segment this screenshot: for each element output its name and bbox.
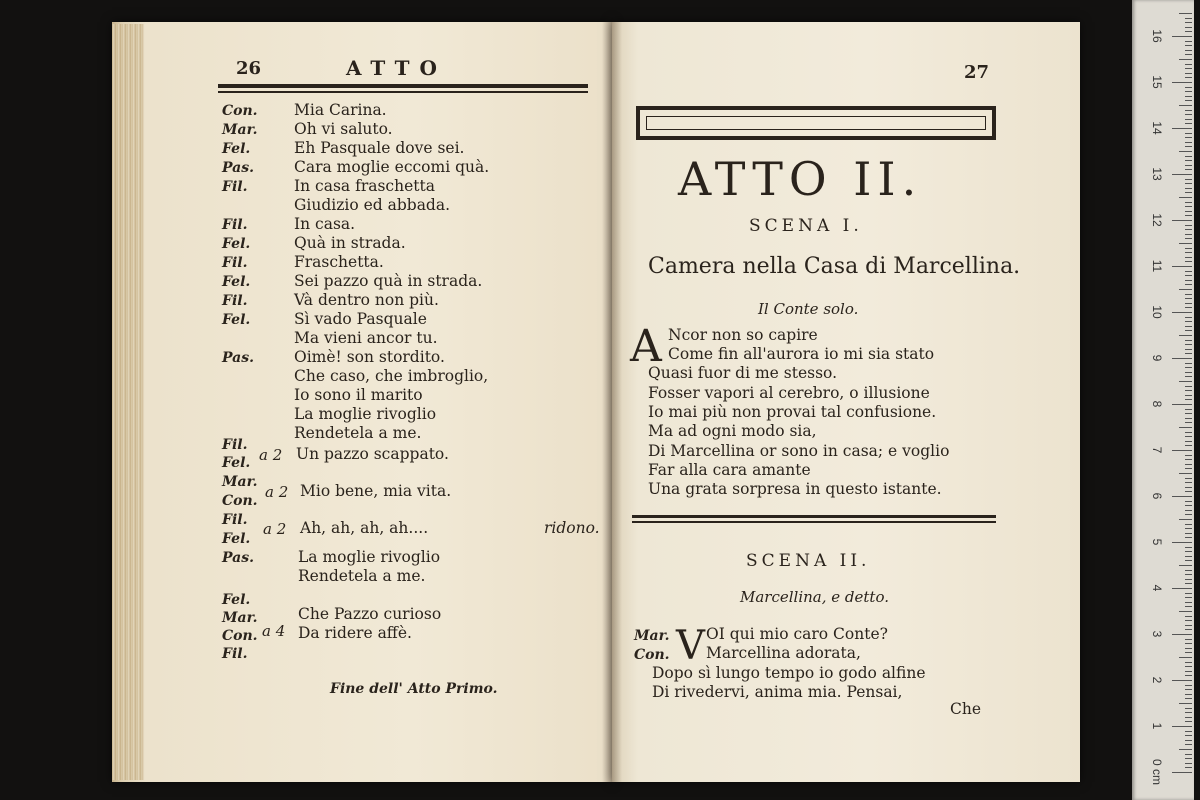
ruler-tick (1172, 680, 1192, 681)
ruler-tick (1185, 593, 1192, 594)
ruler-tick (1185, 146, 1192, 147)
ruler-tick (1185, 100, 1192, 101)
ruler-tick (1172, 36, 1192, 37)
scene2-line-4: Di rivedervi, anima mia. Pensai, (652, 683, 903, 701)
ruler-tick (1172, 772, 1192, 773)
ruler-tick (1185, 229, 1192, 230)
dialogue-line: Che caso, che imbroglio, (294, 367, 489, 385)
head-rule-thin (218, 91, 588, 93)
quartet-marker: a 4 (262, 622, 286, 640)
ruler-tick (1185, 441, 1192, 442)
ruler-tick (1185, 685, 1192, 686)
dialogue-line: Giudizio ed abbada. (294, 196, 451, 214)
ruler-tick (1179, 197, 1192, 198)
ruler-tick (1185, 510, 1192, 511)
ruler-tick (1185, 183, 1192, 184)
ensemble3-speaker-2: Fel. (222, 531, 251, 547)
dialogue-line: Oh vi saluto. (294, 120, 393, 138)
speaker-label: Mar. (222, 122, 258, 138)
ruler-tick (1185, 133, 1192, 134)
ruler-tick (1179, 381, 1192, 382)
dialogue-line: Eh Pasquale dove sei. (294, 139, 465, 157)
ruler-tick (1185, 505, 1192, 506)
ruler-label: 7 (1150, 446, 1164, 454)
ruler-tick (1172, 404, 1192, 405)
dialogue-line: Sei pazzo quà in strada. (294, 272, 483, 290)
ensemble2-line: Mio bene, mia vita. (300, 482, 452, 500)
ruler-tick (1185, 68, 1192, 69)
ruler-tick (1172, 496, 1192, 497)
speaker-label: Pas. (222, 160, 254, 176)
ruler-tick (1185, 698, 1192, 699)
scene1-drop-cap: A (630, 321, 662, 372)
ruler-tick (1185, 551, 1192, 552)
ruler-tick (1185, 758, 1192, 759)
dialogue-line: Sì vado Pasquale (294, 310, 427, 328)
ensemble1-line: Un pazzo scappato. (296, 445, 449, 463)
ruler-tick (1185, 754, 1192, 755)
ruler-tick (1179, 519, 1192, 520)
ruler-tick (1185, 579, 1192, 580)
ruler-tick (1172, 358, 1192, 359)
ruler-tick (1185, 45, 1192, 46)
ruler-label: 6 (1150, 492, 1164, 500)
ruler-tick (1185, 192, 1192, 193)
speaker-label: Fil. (222, 179, 248, 195)
ruler-tick (1172, 312, 1192, 313)
scene2-speaker-con: Con. (634, 647, 670, 663)
verse-line: Come fin all'aurora io mi sia stato (668, 345, 935, 363)
scene2-stage-direction: Marcellina, e detto. (740, 588, 889, 606)
act-title: ATTO II. (678, 152, 923, 206)
dialogue-line: Oimè! son stordito. (294, 348, 445, 366)
ruler-label: 5 (1150, 538, 1164, 546)
ruler-tick (1185, 482, 1192, 483)
ruler-tick (1185, 597, 1192, 598)
ruler-tick (1185, 409, 1192, 410)
ruler-label: 16 (1150, 29, 1164, 43)
ensemble1-marker: a 2 (259, 446, 283, 464)
ruler-tick (1185, 275, 1192, 276)
dialogue-line: In casa. (294, 215, 356, 233)
scene1-stage-direction: Il Conte solo. (758, 300, 859, 318)
scene1-first-line: Ncor non so capire (668, 326, 818, 344)
ruler-label: 14 (1150, 121, 1164, 135)
ruler-tick (1185, 694, 1192, 695)
ruler-tick (1185, 188, 1192, 189)
ensemble2-speaker-1: Mar. (222, 474, 258, 490)
ruler-tick (1172, 726, 1192, 727)
speaker-label: Fel. (222, 312, 251, 328)
ruler-tick (1185, 547, 1192, 548)
scene-divider (632, 515, 996, 523)
ruler-tick (1179, 657, 1192, 658)
quartet-speaker-3: Con. (222, 628, 258, 644)
ruler-tick (1185, 740, 1192, 741)
speaker-label: Fil. (222, 255, 248, 271)
ruler-tick (1185, 708, 1192, 709)
ruler-tick (1185, 413, 1192, 414)
ruler-tick (1185, 478, 1192, 479)
ensemble3-marker: a 2 (263, 520, 287, 538)
ruler-tick (1185, 96, 1192, 97)
ruler-tick (1185, 662, 1192, 663)
ruler-tick (1172, 450, 1192, 451)
ruler-tick (1185, 252, 1192, 253)
ruler-tick (1185, 165, 1192, 166)
verse-line: Una grata sorpresa in questo istante. (648, 480, 942, 499)
ruler-tick (1185, 18, 1192, 19)
ruler-tick (1185, 399, 1192, 400)
ruler-tick (1185, 533, 1192, 534)
verse-line: Di Marcellina or sono in casa; e voglio (648, 441, 950, 460)
dialogue-line: Và dentro non più. (294, 291, 439, 309)
ruler-label: 15 (1150, 75, 1164, 89)
ruler-label: 2 (1150, 676, 1164, 684)
ensemble3-speaker-1: Fil. (222, 512, 248, 528)
ruler-tick (1185, 50, 1192, 51)
ruler-tick (1179, 427, 1192, 428)
ruler-tick (1185, 487, 1192, 488)
ruler-tick (1185, 602, 1192, 603)
ruler-tick (1185, 142, 1192, 143)
ruler-tick (1185, 468, 1192, 469)
ruler-tick (1185, 606, 1192, 607)
ruler-tick (1185, 666, 1192, 667)
ruler-tick (1185, 77, 1192, 78)
dialogue-line: Fraschetta. (294, 253, 384, 271)
ruler-tick (1185, 317, 1192, 318)
ruler-tick (1172, 128, 1192, 129)
verse-line: Io mai più non provai tal confusione. (648, 402, 937, 421)
ruler-tick (1185, 123, 1192, 124)
scene2-line-1: OI qui mio caro Conte? (706, 625, 888, 643)
ruler-tick (1185, 731, 1192, 732)
scene1-setting: Camera nella Casa di Marcellina. (648, 254, 1021, 279)
ruler-tick (1185, 376, 1192, 377)
quartet-line-1: Che Pazzo curioso (298, 605, 442, 623)
ruler-tick (1185, 418, 1192, 419)
ruler-tick (1185, 22, 1192, 23)
ruler-label: 0 cm (1150, 758, 1164, 785)
ruler-tick (1185, 294, 1192, 295)
ruler-tick (1185, 763, 1192, 764)
ruler-tick (1172, 266, 1192, 267)
ruler-tick (1185, 717, 1192, 718)
ruler-tick (1185, 349, 1192, 350)
verse-line: Far alla cara amante (648, 460, 811, 479)
pas-line-1: La moglie rivoglio (298, 548, 441, 566)
stage-direction-ridono: ridono. (544, 519, 600, 537)
quartet-speaker-2: Mar. (222, 610, 258, 626)
verse-line: Ma ad ogni modo sia, (648, 422, 817, 441)
ruler-tick (1185, 671, 1192, 672)
ruler-tick (1185, 119, 1192, 120)
speaker-label: Fil. (222, 217, 248, 233)
ruler-tick (1185, 556, 1192, 557)
ruler-tick (1185, 652, 1192, 653)
ruler-tick (1185, 340, 1192, 341)
dialogue-line: Quà in strada. (294, 234, 406, 252)
ruler-label: 9 (1150, 354, 1164, 362)
ruler-tick (1179, 749, 1192, 750)
ruler-tick (1179, 13, 1192, 14)
ruler-tick (1185, 363, 1192, 364)
ruler-label: 1 (1150, 722, 1164, 730)
ruler-tick (1185, 491, 1192, 492)
ensemble1-speaker-2: Fel. (222, 455, 251, 471)
ruler-tick (1185, 87, 1192, 88)
ruler-label: 10 (1150, 305, 1164, 319)
ruler-label: 8 (1150, 400, 1164, 408)
ruler-tick (1185, 261, 1192, 262)
ruler-tick (1185, 570, 1192, 571)
ruler-tick (1185, 303, 1192, 304)
scene1-heading: SCENA I. (749, 216, 863, 236)
quartet-speaker-4: Fil. (222, 646, 248, 662)
pas-line-2: Rendetela a me. (298, 567, 426, 585)
ruler-tick (1179, 289, 1192, 290)
ruler-tick (1185, 169, 1192, 170)
ruler-tick (1185, 528, 1192, 529)
dialogue-line: In casa fraschetta (294, 177, 435, 195)
ruler-tick (1185, 211, 1192, 212)
end-of-act-note: Fine dell' Atto Primo. (330, 681, 498, 697)
ruler-tick (1185, 206, 1192, 207)
ruler-tick (1185, 156, 1192, 157)
ruler-tick (1172, 634, 1192, 635)
ruler-tick (1185, 110, 1192, 111)
left-page-number: 26 (236, 58, 262, 79)
scene2-heading: SCENA II. (746, 551, 871, 571)
ruler-tick (1185, 712, 1192, 713)
ruler-tick (1179, 243, 1192, 244)
ruler-tick (1185, 574, 1192, 575)
speaker-label: Pas. (222, 350, 254, 366)
ruler-tick (1185, 648, 1192, 649)
ruler-tick (1185, 501, 1192, 502)
dialogue-line: Ma vieni ancor tu. (294, 329, 438, 347)
scene2-speaker-mar: Mar. (634, 628, 670, 644)
ensemble2-marker: a 2 (265, 483, 289, 501)
ruler-tick (1185, 91, 1192, 92)
ruler-tick (1185, 284, 1192, 285)
ruler-tick (1179, 703, 1192, 704)
left-running-head: ATTO (346, 56, 447, 80)
ruler-tick (1179, 611, 1192, 612)
right-page-number: 27 (964, 62, 990, 83)
ruler-tick (1185, 321, 1192, 322)
ruler-tick (1185, 445, 1192, 446)
ruler-tick (1185, 432, 1192, 433)
ruler-tick (1185, 54, 1192, 55)
ruler-tick (1185, 225, 1192, 226)
ensemble3-line: Ah, ah, ah, ah.... (300, 519, 429, 537)
dialogue-line: Cara moglie eccomi quà. (294, 158, 490, 176)
ensemble2-speaker-2: Con. (222, 493, 258, 509)
ruler-tick (1172, 82, 1192, 83)
ruler-tick (1185, 643, 1192, 644)
ruler-tick (1185, 160, 1192, 161)
ruler-tick (1185, 372, 1192, 373)
speaker-label: Con. (222, 103, 258, 119)
ruler-tick (1185, 27, 1192, 28)
book-gutter (602, 22, 622, 782)
ruler-tick (1172, 220, 1192, 221)
ruler-tick (1185, 616, 1192, 617)
ruler-tick (1185, 767, 1192, 768)
ruler-tick (1185, 524, 1192, 525)
quartet-line-2: Da ridere affè. (298, 624, 412, 642)
ruler-tick (1185, 744, 1192, 745)
ruler-tick (1179, 151, 1192, 152)
scene2-drop-cap: V (676, 623, 705, 669)
head-rule-thick (218, 84, 588, 88)
ruler-tick (1185, 386, 1192, 387)
ruler-tick (1172, 588, 1192, 589)
ensemble1-speaker-1: Fil. (222, 437, 248, 453)
ruler-tick (1185, 721, 1192, 722)
ruler-tick (1185, 395, 1192, 396)
ruler-label: 4 (1150, 584, 1164, 592)
page-stack-edge (112, 24, 144, 780)
dialogue-line: Mia Carina. (294, 101, 387, 119)
ruler-tick (1179, 105, 1192, 106)
ruler-tick (1185, 537, 1192, 538)
ornamental-frame (636, 106, 996, 140)
ruler-tick (1185, 114, 1192, 115)
ruler-tick (1185, 367, 1192, 368)
ruler-tick (1185, 257, 1192, 258)
ruler-tick (1185, 238, 1192, 239)
ruler-tick (1185, 455, 1192, 456)
ruler-tick (1185, 422, 1192, 423)
ruler-tick (1185, 620, 1192, 621)
ruler-tick (1185, 307, 1192, 308)
ruler-tick (1185, 234, 1192, 235)
ruler-tick (1185, 353, 1192, 354)
quartet-speaker-1: Fel. (222, 592, 251, 608)
ruler-tick (1185, 583, 1192, 584)
scene2-line-3: Dopo sì lungo tempo io godo alfine (652, 664, 926, 682)
speaker-label: Fel. (222, 141, 251, 157)
ruler-label: 13 (1150, 167, 1164, 181)
dialogue-line: Rendetela a me. (294, 424, 422, 442)
ruler-tick (1185, 137, 1192, 138)
speaker-label: Fil. (222, 293, 248, 309)
ruler-tick (1185, 689, 1192, 690)
ruler-tick (1185, 625, 1192, 626)
measuring-ruler (1132, 0, 1194, 800)
verse-line: Fosser vapori al cerebro, o illusione (648, 383, 930, 402)
ruler-tick (1179, 335, 1192, 336)
ruler-tick (1185, 280, 1192, 281)
scene2-line-2: Marcellina adorata, (706, 644, 861, 662)
ruler-label: 11 (1150, 259, 1164, 273)
ruler-label: 3 (1150, 630, 1164, 638)
ruler-tick (1185, 675, 1192, 676)
ruler-label: 12 (1150, 213, 1164, 227)
speaker-label: Fel. (222, 274, 251, 290)
ruler-tick (1185, 560, 1192, 561)
ruler-tick (1185, 298, 1192, 299)
ruler-tick (1185, 202, 1192, 203)
ruler-tick (1179, 59, 1192, 60)
ruler-tick (1185, 31, 1192, 32)
speaker-label: Fel. (222, 236, 251, 252)
ruler-tick (1185, 436, 1192, 437)
ruler-tick (1185, 326, 1192, 327)
ruler-tick (1179, 473, 1192, 474)
ruler-tick (1185, 41, 1192, 42)
ruler-tick (1185, 629, 1192, 630)
ruler-tick (1185, 459, 1192, 460)
ruler-tick (1185, 330, 1192, 331)
ruler-tick (1172, 174, 1192, 175)
dialogue-line: La moglie rivoglio (294, 405, 437, 423)
ruler-tick (1172, 542, 1192, 543)
dialogue-line: Io sono il marito (294, 386, 423, 404)
ruler-tick (1185, 271, 1192, 272)
ruler-tick (1185, 64, 1192, 65)
ruler-tick (1185, 735, 1192, 736)
ruler-tick (1179, 565, 1192, 566)
catchword: Che (950, 700, 982, 718)
pas-speaker: Pas. (222, 550, 254, 566)
ruler-tick (1185, 179, 1192, 180)
ruler-tick (1185, 215, 1192, 216)
ruler-tick (1185, 344, 1192, 345)
ruler-tick (1185, 390, 1192, 391)
ruler-tick (1185, 639, 1192, 640)
verse-line: Quasi fuor di me stesso. (648, 364, 838, 383)
ruler-tick (1185, 514, 1192, 515)
ruler-tick (1185, 248, 1192, 249)
ruler-tick (1185, 464, 1192, 465)
ruler-tick (1185, 73, 1192, 74)
